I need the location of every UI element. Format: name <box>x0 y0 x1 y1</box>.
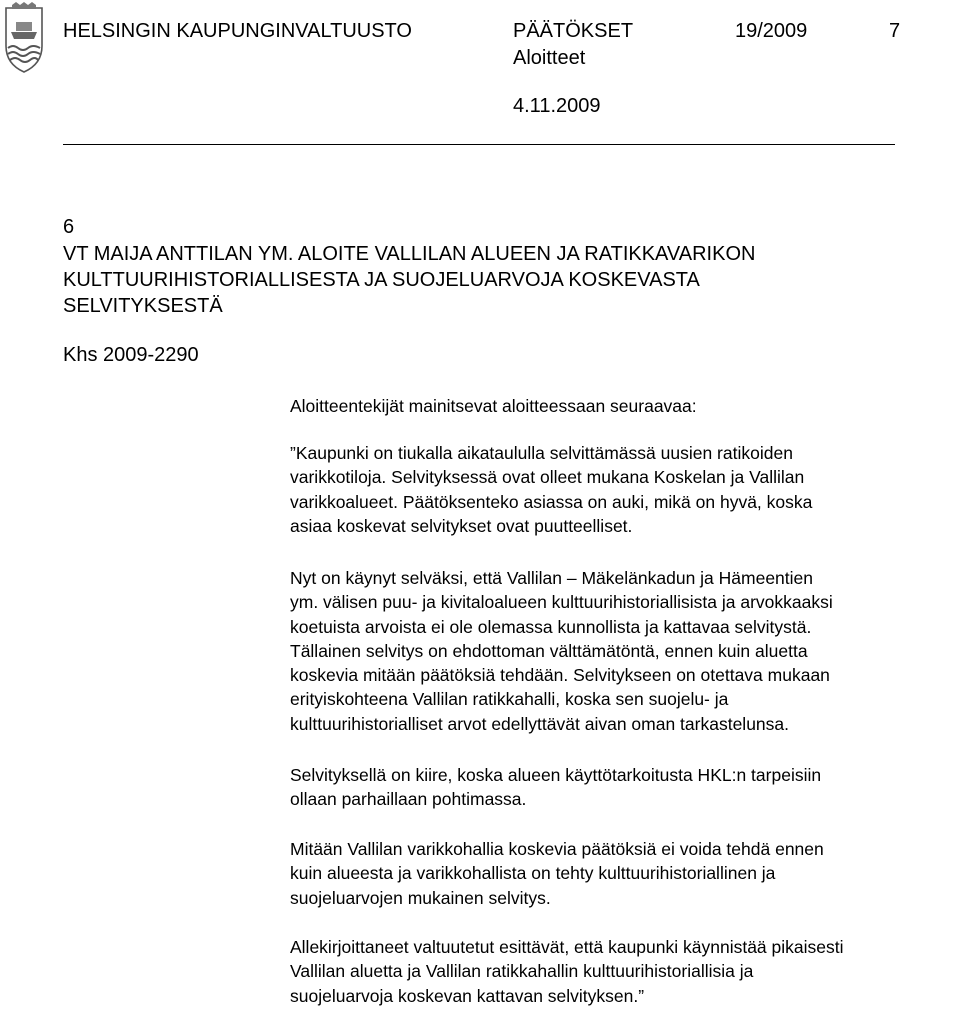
body-line: ”Kaupunki on tiukalla aikataululla selvittämässä uusien ratikoiden <box>290 443 793 463</box>
body-line: Vallilan aluetta ja Vallilan ratikkahallin kulttuurihistoriallisia ja <box>290 961 754 982</box>
body-line: koetuista arvoista ei ole olemassa kunnollista ja kattavaa selvitystä. <box>290 616 812 637</box>
body-line: kuin alueesta ja varikkohallista on tehty kulttuurihistoriallinen ja <box>290 863 776 884</box>
body-paragraph <box>290 441 958 538</box>
body-line: Mitään Vallilan varikkohallia koskevia päätöksiä ei voida tehdä ennen <box>290 839 824 859</box>
body-line: Nyt on käynyt selväksi, että Vallilan – Mäkelänkadun ja Hämeentien <box>290 568 814 588</box>
body-line: ollaan parhaillaan pohtimassa. <box>290 789 527 810</box>
section-name: Aloitteet <box>513 47 586 69</box>
body-line: Selvityksellä on kiire, koska alueen käyttötarkoitusta HKL:n tarpeisiin <box>290 765 822 785</box>
body-paragraph <box>290 566 958 736</box>
body-paragraph <box>290 935 958 1008</box>
case-id: Khs 2009-2290 <box>63 344 199 366</box>
body-line: Allekirjoittaneet valtuutetut esittävät, että kaupunki käynnistää pikaisesti <box>290 937 844 957</box>
body-paragraph <box>290 837 958 910</box>
meeting-date: 4.11.2009 <box>513 95 601 117</box>
body-line: ym. välisen puu- ja kivitaloalueen kulttuurihistoriallisista ja arvokkaaksi <box>290 592 833 613</box>
body-line: asiaa koskevat selvitykset ovat puutteelliset. <box>290 515 633 536</box>
body-paragraph <box>290 763 958 812</box>
header-divider <box>63 144 895 145</box>
document-type: PÄÄTÖKSET <box>513 20 634 42</box>
body-line: koskevia mitään päätöksiä tehdään. Selvitykseen on otettava mukaan <box>290 665 830 686</box>
body-line: erityiskohteena Vallilan ratikkahalli, koska sen suojelu- ja <box>290 689 729 710</box>
item-title <box>63 241 893 319</box>
page-number: 7 <box>889 20 901 42</box>
intro-text: Aloitteentekijät mainitsevat aloitteessaan seuraavaa: <box>290 396 697 416</box>
item-number: 6 <box>63 216 75 238</box>
body-line: Tällainen selvitys on ehdottoman välttämätöntä, ennen kuin aluetta <box>290 640 808 661</box>
body-line: suojeluarvoja koskevan kattavan selvityksen.” <box>290 985 645 1006</box>
organization-name: HELSINGIN KAUPUNGINVALTUUSTO <box>63 20 412 42</box>
body-line: suojeluarvojen mukainen selvitys. <box>290 887 551 908</box>
body-line: kulttuurihistorialliset arvot edellyttävät aivan oman tarkastelunsa. <box>290 713 789 734</box>
meeting-number: 19/2009 <box>735 20 808 42</box>
body-line: varikkotiloja. Selvityksessä ovat olleet mukana Koskelan ja Vallilan <box>290 467 805 488</box>
item-title-line: VT MAIJA ANTTILAN YM. ALOITE VALLILAN ALUEEN JA RATIKKAVARIKON <box>63 243 756 265</box>
item-title-line: KULTTUURIHISTORIALLISESTA JA SUOJELUARVOJA KOSKEVASTA <box>63 269 700 291</box>
body-line: varikkoalueet. Päätöksenteko asiassa on auki, mikä on hyvä, koska <box>290 491 813 512</box>
item-title-line: SELVITYKSESTÄ <box>63 295 223 317</box>
helsinki-coat-of-arms-icon <box>2 2 46 74</box>
